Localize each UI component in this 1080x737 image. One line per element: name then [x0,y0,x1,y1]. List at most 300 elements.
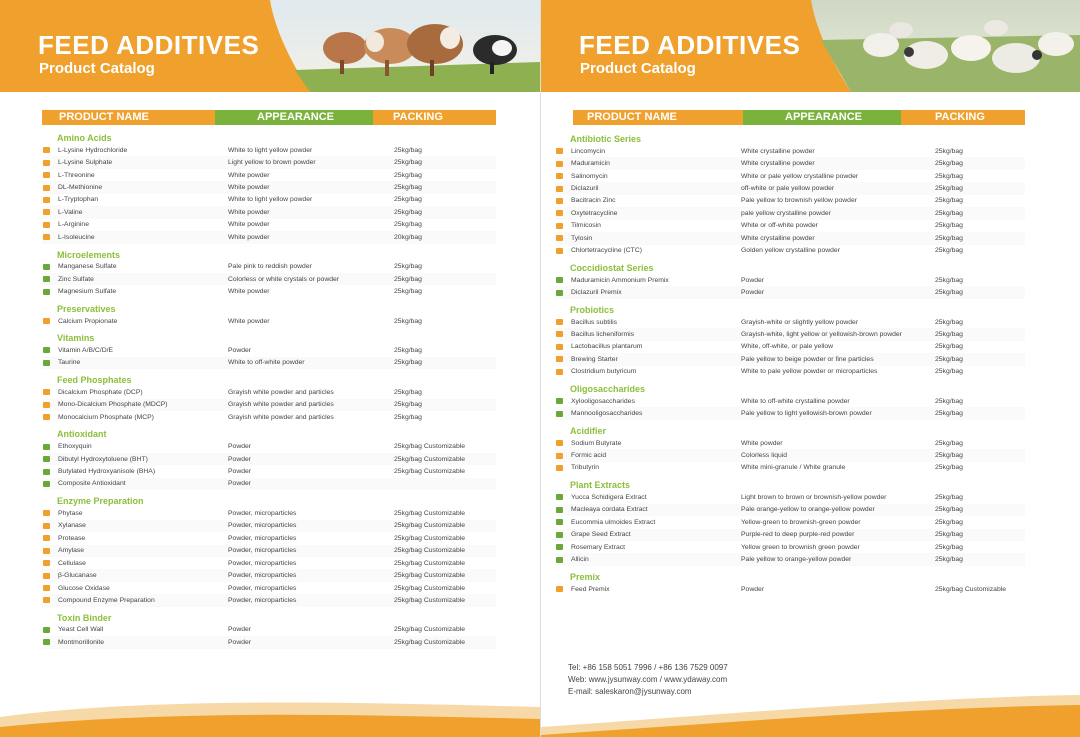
table-row [555,245,1025,257]
bullet-icon [43,276,50,282]
product-name: Taurine [58,359,81,367]
product-appearance: Pale orange-yellow to orange-yellow powder [741,506,875,514]
product-packing: 25kg/bag [935,506,963,514]
product-appearance: Powder [228,480,252,488]
product-appearance: Powder, microparticles [228,584,297,592]
bullet-icon [556,161,563,167]
product-packing: 25kg/bag [394,159,422,167]
product-table-left [42,132,496,654]
table-row [42,532,496,544]
category-title: Microelements [57,249,121,260]
product-appearance: Powder, microparticles [228,534,297,542]
table-row [555,286,1025,298]
category-rows [555,437,1025,474]
table-row [555,583,1025,595]
product-name: Tilmicosin [571,222,601,230]
product-appearance: White powder [228,184,270,192]
table-row [42,156,496,168]
product-name: L-Valine [58,208,83,216]
table-row [555,553,1025,565]
product-appearance: Powder, microparticles [228,559,297,567]
product-appearance: Colorless or white crystals or powder [228,275,340,283]
product-name: Amylase [58,547,85,555]
table-row [555,491,1025,503]
category-rows [42,386,496,423]
category-rows [555,316,1025,378]
table-row [555,407,1025,419]
product-name: Magnesium Sulfate [58,288,117,296]
table-row [555,341,1025,353]
product-appearance: White powder [228,208,270,216]
product-name: β-Glucanase [58,572,97,580]
product-name: Butylated Hydroxyanisole (BHA) [58,468,156,476]
product-name: L-Isoleucine [58,233,95,241]
product-packing: 25kg/bag [394,221,422,229]
category-title: Premix [570,571,601,582]
table-row [555,220,1025,232]
product-appearance: Grayish-white, light yellow or yellowish-brown powder [741,330,902,338]
bullet-icon [43,264,50,270]
product-appearance: pale yellow crystalline powder [741,209,831,217]
bullet-icon [556,519,563,525]
category-rows [42,315,496,327]
product-name: Monocalcium Phosphate (MCP) [58,413,154,421]
product-packing: 25kg/bag [935,439,963,447]
product-packing: 25kg/bag [394,317,422,325]
product-appearance: Powder [228,626,252,634]
product-packing: 25kg/bag Customizable [394,638,466,646]
table-row [42,219,496,231]
category-rows [42,440,496,490]
product-name: Yeast Cell Wall [58,626,104,634]
bullet-icon [43,585,50,591]
product-appearance: Pale pink to reddish powder [228,263,312,271]
product-name: Macleaya cordata Extract [571,506,648,514]
product-name: Clostridium butyricum [571,368,637,376]
product-name: Salinomycin [571,172,608,180]
product-name: Mono-Dicalcium Phosphate (MDCP) [58,401,168,409]
product-name: Grape Seed Extract [571,531,631,539]
table-row [555,504,1025,516]
category-block [42,612,496,654]
product-packing: 25kg/bag [935,185,963,193]
product-packing: 25kg/bag [935,160,963,168]
product-packing: 25kg/bag Customizable [394,584,466,592]
bullet-icon [556,331,563,337]
category-rows [42,344,496,369]
product-packing: 25kg/bag [935,209,963,217]
product-packing: 25kg/bag [935,247,963,255]
product-appearance: Yellow green to brownish green powder [741,543,860,551]
category-rows [42,507,496,607]
bullet-icon [43,160,50,166]
product-appearance: White or off-white powder [741,222,818,230]
product-name: Sodium Butyrate [571,439,622,447]
product-appearance: White to off-white crystalline powder [741,397,850,405]
product-name: Ethoxyquin [58,443,92,451]
product-packing: 25kg/bag [935,289,963,297]
bullet-icon [556,277,563,283]
category-spacer [555,595,1025,600]
bullet-icon [43,289,50,295]
product-name: Maduramicin Ammonium Premix [571,276,669,284]
product-packing: 25kg/bag Customizable [394,626,466,634]
product-name: Chlortetracycline (CTC) [571,247,643,255]
category-block [42,132,496,249]
table-row [555,541,1025,553]
catalog-subtitle: Product Catalog [39,60,155,77]
column-appearance: APPEARANCE [215,110,373,125]
category-block [42,495,496,612]
product-name: Calcium Propionate [58,317,118,325]
product-appearance: Powder [228,468,252,476]
product-appearance: White, off-white, or pale yellow [741,343,834,351]
product-appearance: Powder, microparticles [228,572,297,580]
bullet-icon [556,198,563,204]
column-appearance: APPEARANCE [743,110,901,125]
product-appearance: Powder, microparticles [228,547,297,555]
product-appearance: off-white or pale yellow powder [741,185,835,193]
bullet-icon [556,235,563,241]
product-appearance: White to light yellow powder [228,146,313,154]
contact-email: E-mail: saleskaron@jysunway.com [568,687,692,696]
product-packing: 25kg/bag Customizable [394,522,466,530]
product-appearance: Light yellow to brown powder [228,159,316,167]
product-appearance: Powder, microparticles [228,596,297,604]
contact-info [568,662,728,698]
product-appearance: White to light yellow powder [228,196,313,204]
category-block [42,332,496,374]
product-packing: 25kg/bag [935,493,963,501]
product-appearance: Grayish-white or slightly yellow powder [741,318,859,326]
product-name: Bacitracin Zinc [571,197,616,205]
product-appearance: White or pale yellow crystalline powder [741,172,859,180]
bullet-icon [43,535,50,541]
product-appearance: White powder [228,317,270,325]
product-appearance: Powder [228,455,252,463]
table-row [42,231,496,243]
bullet-icon [43,510,50,516]
bullet-icon [556,453,563,459]
table-row [42,206,496,218]
bullet-icon [43,523,50,529]
category-block [42,303,496,332]
bullet-icon [556,369,563,375]
table-row [42,636,496,648]
product-table-right [555,133,1025,600]
category-rows [42,624,496,649]
sheep-photo [791,0,1080,92]
table-row [555,232,1025,244]
product-appearance: White powder [228,288,270,296]
table-row [42,582,496,594]
table-row [555,316,1025,328]
product-name: Bacillus licheniformis [571,330,635,338]
table-row [42,169,496,181]
product-name: L-Lysine Hydrochloride [58,146,128,154]
category-rows [555,395,1025,420]
product-packing: 25kg/bag Customizable [394,559,466,567]
product-appearance: White powder [228,171,270,179]
product-appearance: Light brown to brown or brownish-yellow powder [741,493,887,501]
product-packing: 25kg/bag Customizable [394,468,466,476]
product-name: Lincomycin [571,147,605,155]
category-title: Antioxidant [57,429,107,440]
product-appearance: Yellow-green to brownish-green powder [741,518,861,526]
table-row [555,449,1025,461]
category-block [555,571,1025,600]
product-name: Xylanase [58,522,86,530]
product-appearance: White crystalline powder [741,160,815,168]
table-row [42,594,496,606]
product-packing: 25kg/bag Customizable [394,596,466,604]
product-packing: 25kg/bag [935,397,963,405]
bullet-icon [556,148,563,154]
category-block [555,304,1025,383]
cattle-photo [250,0,540,92]
product-packing: 25kg/bag Customizable [394,534,466,542]
product-appearance: Powder [228,638,252,646]
product-packing: 25kg/bag [935,410,963,418]
table-row [42,144,496,156]
category-rows [555,145,1025,257]
product-packing: 25kg/bag [394,275,422,283]
bullet-icon [43,560,50,566]
product-name: Tylosin [571,234,593,242]
table-row [555,145,1025,157]
category-block [42,249,496,303]
table-row [555,437,1025,449]
product-appearance: Powder [741,276,765,284]
product-appearance: Powder, microparticles [228,509,297,517]
product-name: L-Tryptophan [58,196,99,204]
column-packing: PACKING [901,110,1025,125]
product-packing: 25kg/bag [935,355,963,363]
bullet-icon [43,456,50,462]
table-row [42,520,496,532]
bullet-icon [43,389,50,395]
product-appearance: White to off-white powder [228,359,305,367]
bullet-icon [556,344,563,350]
product-name: Diclazuril [571,185,599,193]
product-name: Mannooligosaccharides [571,410,643,418]
product-name: Protease [58,534,86,542]
bullet-icon [43,147,50,153]
category-block [555,479,1025,571]
product-name: Yucca Schidigera Extract [571,493,647,501]
product-packing: 25kg/bag [935,531,963,539]
category-block [555,133,1025,262]
table-row [42,315,496,327]
product-name: L-Arginine [58,221,89,229]
bullet-icon [43,402,50,408]
table-row [42,507,496,519]
product-name: DL-Methionine [58,184,103,192]
category-block [555,383,1025,425]
product-name: Montmorillonite [58,638,105,646]
product-packing: 25kg/bag [394,359,422,367]
bullet-icon [556,440,563,446]
bullet-icon [556,532,563,538]
bullet-icon [556,173,563,179]
bullet-icon [556,507,563,513]
category-block [555,262,1025,304]
table-row [42,545,496,557]
table-row [555,529,1025,541]
product-appearance: Powder [741,289,765,297]
product-appearance: White powder [228,221,270,229]
product-name: Eucommia ulmoides Extract [571,518,656,526]
product-name: Compound Enzyme Preparation [58,596,155,604]
catalog-title: FEED ADDITIVES [579,30,801,60]
category-title: Toxin Binder [57,612,112,623]
table-row [555,157,1025,169]
product-name: Lactobacillus plantarum [571,343,643,351]
bullet-icon [556,210,563,216]
product-appearance: Grayish white powder and particles [228,401,334,409]
table-row [555,328,1025,340]
contact-tel: Tel: +86 158 5051 7996 / +86 136 7529 0097 [568,663,728,672]
product-packing: 25kg/bag Customizable [394,443,466,451]
bullet-icon [43,234,50,240]
product-packing: 25kg/bag [394,196,422,204]
product-packing: 25kg/bag [935,452,963,460]
catalog-title: FEED ADDITIVES [38,30,260,60]
category-title: Acidifier [570,425,607,436]
category-title: Vitamins [57,333,95,344]
product-packing: 25kg/bag [935,343,963,351]
product-packing: 25kg/bag Customizable [394,509,466,517]
product-appearance: Pale yellow to orange-yellow powder [741,556,852,564]
product-name: Rosemary Extract [571,543,626,551]
category-title: Enzyme Preparation [57,496,144,507]
product-name: Manganese Sulfate [58,263,117,271]
product-packing: 25kg/bag [935,318,963,326]
product-name: Dicalcium Phosphate (DCP) [58,388,143,396]
table-row [42,261,496,273]
bullet-icon [43,597,50,603]
footer-wave [0,677,540,737]
product-packing: 25kg/bag [394,346,422,354]
bullet-icon [556,290,563,296]
product-name: L-Lysine Sulphate [58,159,113,167]
bullet-icon [556,186,563,192]
category-spacer [42,649,496,654]
bullet-icon [556,319,563,325]
product-appearance: White to pale yellow powder or microparticles [741,368,878,376]
product-packing: 25kg/bag [394,413,422,421]
bullet-icon [43,444,50,450]
category-rows [555,583,1025,595]
category-title: Oligosaccharides [570,384,646,394]
product-appearance: White crystalline powder [741,147,815,155]
bullet-icon [556,465,563,471]
product-appearance: Pale yellow to light yellowish-brown powder [741,410,872,418]
column-packing: PACKING [373,110,496,125]
product-appearance: White powder [228,233,270,241]
table-row [555,170,1025,182]
table-row [42,624,496,636]
table-row [42,478,496,490]
product-name: Tributyrin [571,464,600,472]
table-row [555,207,1025,219]
column-product-name: PRODUCT NAME [573,110,743,125]
table-row [555,395,1025,407]
product-appearance: Grayish white powder and particles [228,413,334,421]
bullet-icon [43,481,50,487]
product-appearance: Pale yellow to beige powder or fine particles [741,355,874,363]
product-packing: 25kg/bag [935,543,963,551]
bullet-icon [556,557,563,563]
bullet-icon [43,469,50,475]
category-title: Probiotics [570,304,615,315]
bullet-icon [43,318,50,324]
product-packing: 25kg/bag Customizable [394,547,466,555]
table-row [555,353,1025,365]
product-packing: 25kg/bag [935,197,963,205]
product-name: Diclazuril Premix [571,289,622,297]
product-packing: 25kg/bag [935,518,963,526]
bullet-icon [43,222,50,228]
table-row [42,453,496,465]
product-packing: 25kg/bag [935,368,963,376]
product-name: Phytase [58,509,83,517]
table-row [42,344,496,356]
table-row [555,274,1025,286]
column-product-name: PRODUCT NAME [42,110,215,125]
category-rows [42,261,496,298]
bullet-icon [43,360,50,366]
table-row [42,357,496,369]
category-block [42,374,496,428]
product-appearance: Colorless liquid [741,452,788,460]
product-packing: 25kg/bag [935,147,963,155]
table-row [42,557,496,569]
table-row [42,465,496,477]
catalog-page-right [540,0,1080,737]
table-row [555,195,1025,207]
table-row [555,182,1025,194]
table-row [555,462,1025,474]
product-packing: 25kg/bag [394,208,422,216]
table-row [42,285,496,297]
product-appearance: Powder [741,585,765,593]
product-name: Oxytetracycline [571,209,618,217]
category-title: Amino Acids [57,133,112,143]
product-packing: 25kg/bag [935,330,963,338]
product-packing: 25kg/bag [394,388,422,396]
table-row [42,194,496,206]
table-row [42,440,496,452]
product-packing: 25kg/bag [935,222,963,230]
product-appearance: White powder [741,439,783,447]
bullet-icon [556,223,563,229]
product-name: Allicin [571,556,589,564]
product-packing: 25kg/bag [935,276,963,284]
table-row [42,411,496,423]
table-header [573,110,1065,125]
category-rows [42,144,496,244]
product-appearance: Powder [228,346,252,354]
bullet-icon [556,494,563,500]
product-packing: 25kg/bag [394,288,422,296]
table-row [42,569,496,581]
product-packing: 25kg/bag [394,146,422,154]
bullet-icon [43,172,50,178]
table-row [42,181,496,193]
product-packing: 25kg/bag [935,464,963,472]
product-packing: 25kg/bag Customizable [394,572,466,580]
